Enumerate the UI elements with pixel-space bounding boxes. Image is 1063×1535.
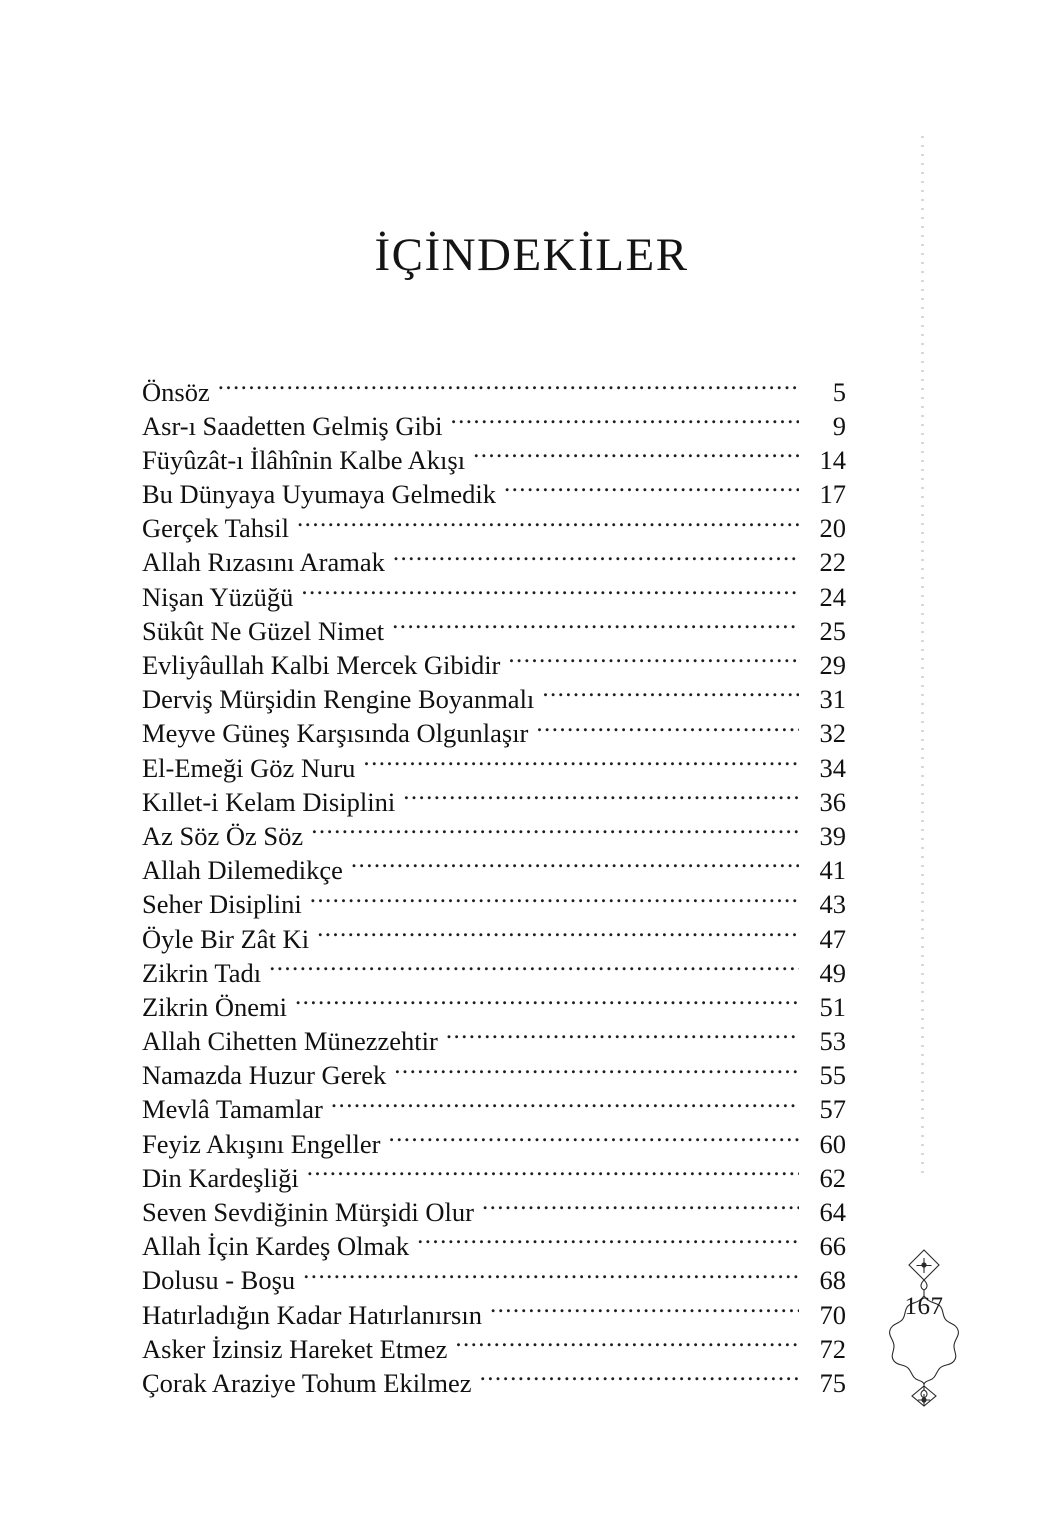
toc-entry-page-number: 55 bbox=[819, 1060, 846, 1091]
toc-leader-dots bbox=[446, 1024, 799, 1051]
table-of-contents bbox=[142, 374, 846, 1400]
toc-entry[interactable] bbox=[142, 1024, 846, 1058]
toc-entry[interactable] bbox=[142, 750, 846, 784]
toc-entry-title: Asker İzinsiz Hareket Etmez bbox=[142, 1333, 448, 1364]
toc-entry-title: Evliyâullah Kalbi Mercek Gibidir bbox=[142, 650, 501, 680]
toc-entry[interactable] bbox=[142, 1092, 846, 1126]
toc-entry-page-number: 49 bbox=[819, 957, 846, 988]
toc-leader-dots bbox=[542, 682, 799, 709]
toc-entry-title: Sükût Ne Güzel Nimet bbox=[142, 615, 385, 646]
toc-entry-page-number: 20 bbox=[819, 513, 846, 544]
toc-entry-page-number: 24 bbox=[819, 581, 846, 612]
toc-leader-dots bbox=[455, 1331, 799, 1358]
toc-entry-page-number: 5 bbox=[832, 376, 846, 407]
toc-leader-dots bbox=[482, 1195, 799, 1222]
toc-leader-dots bbox=[363, 750, 799, 777]
toc-entry[interactable] bbox=[142, 818, 846, 852]
toc-entry[interactable] bbox=[142, 887, 846, 921]
toc-entry-title: Meyve Güneş Karşısında Olgunlaşır bbox=[142, 718, 529, 749]
toc-entry-page-number: 17 bbox=[819, 479, 846, 510]
toc-entry-page-number: 31 bbox=[819, 684, 846, 715]
toc-entry-page-number: 72 bbox=[819, 1333, 846, 1364]
toc-entry[interactable] bbox=[142, 374, 846, 408]
toc-entry-page-number: 36 bbox=[819, 786, 846, 817]
toc-leader-dots bbox=[536, 716, 799, 743]
toc-entry-page-number: 70 bbox=[819, 1299, 846, 1330]
toc-entry-title: Öyle Bir Zât Ki bbox=[142, 923, 310, 954]
toc-entry[interactable] bbox=[142, 853, 846, 887]
toc-entry[interactable] bbox=[142, 648, 846, 682]
toc-leader-dots bbox=[388, 1126, 799, 1153]
toc-leader-dots bbox=[490, 1297, 799, 1324]
toc-entry-page-number: 51 bbox=[819, 991, 846, 1022]
toc-entry-page-number: 53 bbox=[819, 1026, 846, 1057]
toc-entry[interactable] bbox=[142, 1263, 846, 1297]
toc-leader-dots bbox=[450, 408, 799, 435]
toc-leader-dots bbox=[331, 1092, 799, 1119]
toc-entry-title: Seven Sevdiğinin Mürşidi Olur bbox=[142, 1197, 474, 1227]
toc-entry[interactable] bbox=[142, 545, 846, 579]
toc-entry-title: Asr-ı Saadetten Gelmiş Gibi bbox=[142, 410, 443, 441]
toc-leader-dots bbox=[417, 1229, 799, 1256]
toc-leader-dots bbox=[301, 579, 799, 606]
toc-entry[interactable] bbox=[142, 1331, 846, 1365]
toc-entry[interactable] bbox=[142, 613, 846, 647]
toc-entry[interactable] bbox=[142, 716, 846, 750]
toc-entry-page-number: 60 bbox=[819, 1128, 846, 1159]
toc-entry-page-number: 75 bbox=[819, 1367, 846, 1398]
toc-leader-dots bbox=[297, 511, 799, 538]
toc-entry-page-number: 62 bbox=[819, 1162, 846, 1193]
toc-entry[interactable] bbox=[142, 1229, 846, 1263]
toc-entry-title: El-Emeği Göz Nuru bbox=[142, 752, 356, 783]
folio-ornament bbox=[878, 1240, 970, 1416]
toc-leader-dots bbox=[393, 545, 799, 572]
toc-entry[interactable] bbox=[142, 1195, 846, 1229]
toc-entry-title: Seher Disiplini bbox=[142, 889, 302, 920]
toc-entry[interactable] bbox=[142, 1160, 846, 1194]
toc-entry-title: Allah Dilemedikçe bbox=[142, 855, 343, 886]
toc-entry-title: Gerçek Tahsil bbox=[142, 513, 290, 544]
toc-leader-dots bbox=[310, 887, 799, 914]
toc-entry[interactable] bbox=[142, 921, 846, 955]
toc-entry-page-number: 39 bbox=[819, 820, 846, 851]
toc-entry[interactable] bbox=[142, 682, 846, 716]
toc-entry-page-number: 68 bbox=[819, 1265, 846, 1296]
toc-leader-dots bbox=[303, 1263, 799, 1290]
toc-entry-title: Feyiz Akışını Engeller bbox=[142, 1128, 381, 1159]
toc-leader-dots bbox=[218, 374, 799, 401]
toc-entry-page-number: 43 bbox=[819, 889, 846, 920]
toc-entry-page-number: 64 bbox=[819, 1197, 846, 1227]
toc-entry-title: Az Söz Öz Söz bbox=[142, 820, 304, 851]
toc-leader-dots bbox=[394, 1058, 799, 1085]
toc-entry-page-number: 32 bbox=[819, 718, 846, 749]
toc-entry-title: Hatırladığın Kadar Hatırlanırsın bbox=[142, 1299, 482, 1330]
toc-entry-title: Allah Rızasını Aramak bbox=[142, 547, 385, 578]
toc-entry[interactable] bbox=[142, 1365, 846, 1399]
toc-leader-dots bbox=[269, 955, 799, 982]
toc-entry-page-number: 57 bbox=[819, 1094, 846, 1125]
toc-entry-page-number: 66 bbox=[819, 1231, 846, 1262]
toc-entry[interactable] bbox=[142, 408, 846, 442]
toc-entry-title: Mevlâ Tamamlar bbox=[142, 1094, 323, 1125]
toc-entry-page-number: 29 bbox=[819, 650, 846, 680]
toc-entry-title: Din Kardeşliği bbox=[142, 1162, 299, 1193]
toc-entry-title: Kıllet-i Kelam Disiplini bbox=[142, 786, 396, 817]
toc-leader-dots bbox=[473, 442, 799, 469]
toc-entry-page-number: 41 bbox=[819, 855, 846, 886]
toc-entry-page-number: 34 bbox=[819, 752, 846, 783]
toc-entry[interactable] bbox=[142, 511, 846, 545]
toc-entry-title: Bu Dünyaya Uyumaya Gelmedik bbox=[142, 479, 496, 510]
toc-leader-dots bbox=[403, 784, 799, 811]
margin-dotted-rule bbox=[921, 136, 924, 1178]
toc-leader-dots bbox=[480, 1365, 799, 1392]
toc-entry-title: Zikrin Tadı bbox=[142, 957, 262, 988]
folio-page-number: 167 bbox=[904, 1293, 944, 1320]
toc-entry-page-number: 14 bbox=[819, 444, 846, 475]
toc-entry-title: Derviş Mürşidin Rengine Boyanmalı bbox=[142, 684, 535, 715]
toc-leader-dots bbox=[392, 613, 799, 640]
toc-entry-page-number: 9 bbox=[832, 410, 846, 441]
toc-entry[interactable] bbox=[142, 989, 846, 1023]
toc-entry[interactable] bbox=[142, 477, 846, 511]
page-title: İÇİNDEKİLER bbox=[374, 229, 689, 281]
toc-entry-title: Nişan Yüzüğü bbox=[142, 581, 294, 612]
toc-entry-title: Dolusu - Boşu bbox=[142, 1265, 296, 1296]
toc-leader-dots bbox=[508, 648, 799, 675]
toc-leader-dots bbox=[317, 921, 799, 948]
toc-entry[interactable] bbox=[142, 784, 846, 818]
toc-entry-title: Allah Cihetten Münezzehtir bbox=[142, 1026, 438, 1057]
toc-entry-page-number: 25 bbox=[819, 615, 846, 646]
toc-entry-title: Zikrin Önemi bbox=[142, 991, 287, 1022]
toc-entry[interactable] bbox=[142, 1126, 846, 1160]
toc-entry-page-number: 22 bbox=[819, 547, 846, 578]
toc-entry[interactable] bbox=[142, 1297, 846, 1331]
toc-entry[interactable] bbox=[142, 579, 846, 613]
toc-entry-title: Önsöz bbox=[142, 376, 210, 407]
toc-entry[interactable] bbox=[142, 1058, 846, 1092]
toc-leader-dots bbox=[504, 477, 799, 504]
toc-entry-title: Füyûzât-ı İlâhînin Kalbe Akışı bbox=[142, 444, 466, 475]
toc-entry-page-number: 47 bbox=[819, 923, 846, 954]
toc-leader-dots bbox=[295, 989, 799, 1016]
toc-entry[interactable] bbox=[142, 955, 846, 989]
toc-leader-dots bbox=[307, 1160, 799, 1187]
toc-entry-title: Çorak Araziye Tohum Ekilmez bbox=[142, 1367, 472, 1398]
toc-entry[interactable] bbox=[142, 442, 846, 476]
toc-entry-title: Namazda Huzur Gerek bbox=[142, 1060, 387, 1091]
toc-leader-dots bbox=[351, 853, 799, 880]
toc-entry-title: Allah İçin Kardeş Olmak bbox=[142, 1231, 410, 1262]
toc-leader-dots bbox=[311, 818, 799, 845]
